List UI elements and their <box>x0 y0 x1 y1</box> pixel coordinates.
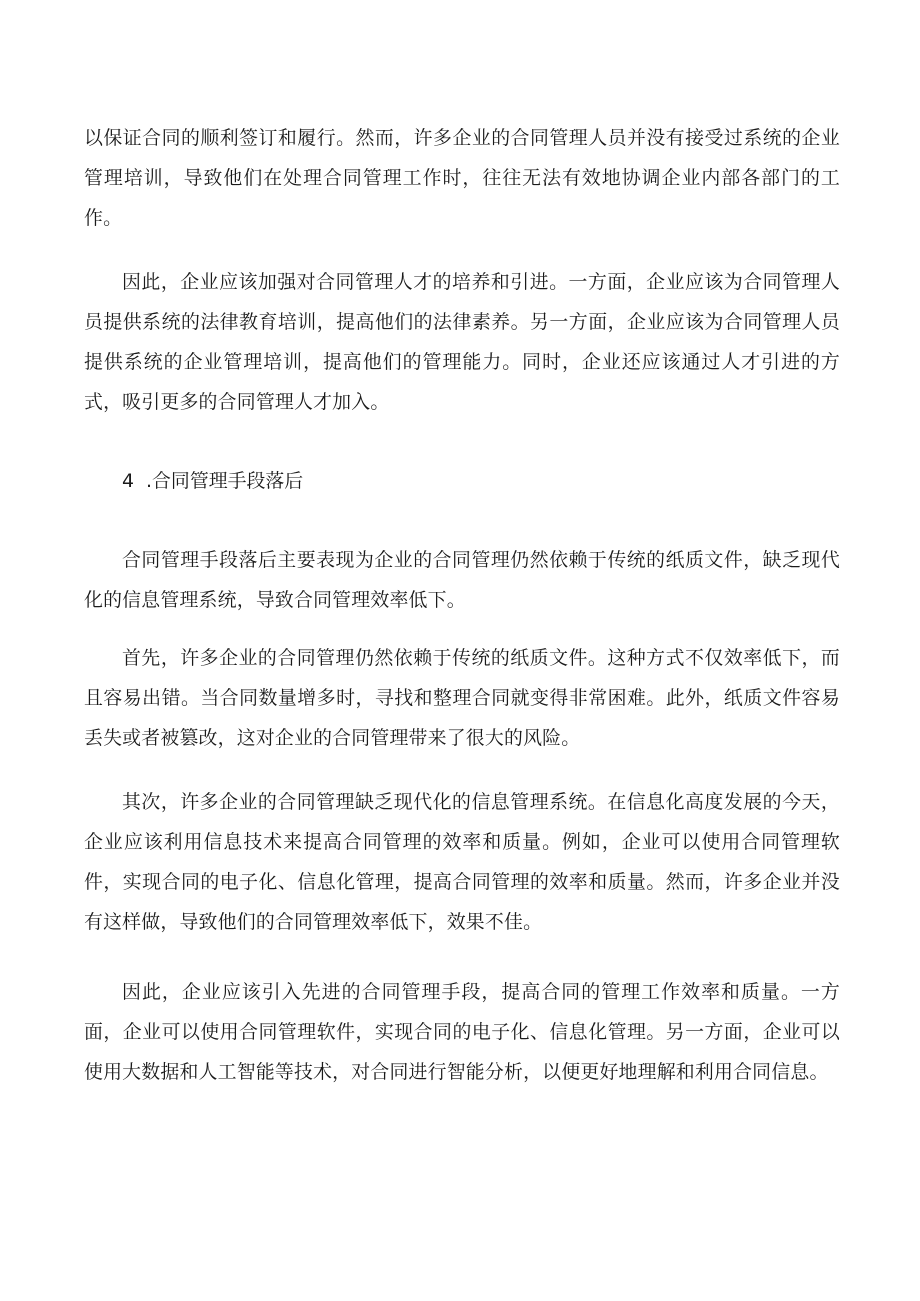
paragraph-4: 首先，许多企业的合同管理仍然依赖于传统的纸质文件。这种方式不仅效率低下，而且容易出错。当合同数量增多时，寻找和整理合同就变得非常困难。此外，纸质文件容易丢失或者被篡改，这对企业的合同管理带来了很大的风险。 <box>84 647 840 749</box>
paragraph-3: 合同管理手段落后主要表现为企业的合同管理仍然依赖于传统的纸质文件，缺乏现代化的信息管理系统，导致合同管理效率低下。 <box>84 549 840 611</box>
paragraph-2: 因此，企业应该加强对合同管理人才的培养和引进。一方面，企业应该为合同管理人员提供系统的法律教育培训，提高他们的法律素养。另一方面，企业应该为合同管理人员提供系统的企业管理培训，提高他们的管理能力。同时，企业还应该通过人才引进的方式，吸引更多的合同管理人才加入。 <box>84 271 840 413</box>
paragraph-6: 因此，企业应该引入先进的合同管理手段，提高合同的管理工作效率和质量。一方面，企业可以使用合同管理软件，实现合同的电子化、信息化管理。另一方面，企业可以使用大数据和人工智能等技术，对合同进行智能分析，以便更好地理解和利用合同信息。 <box>84 981 840 1083</box>
section-title: .合同管理手段落后 <box>146 470 304 492</box>
section-heading <box>122 461 303 501</box>
paragraph-1: 以保证合同的顺利签订和履行。然而，许多企业的合同管理人员并没有接受过系统的企业管理培训，导致他们在处理合同管理工作时，往往无法有效地协调企业内部各部门的工作。 <box>84 127 840 229</box>
paragraph-5: 其次，许多企业的合同管理缺乏现代化的信息管理系统。在信息化高度发展的今天，企业应该利用信息技术来提高合同管理的效率和质量。例如，企业可以使用合同管理软件，实现合同的电子化、信息化管理，提高合同管理的效率和质量。然而，许多企业并没有这样做，导致他们的合同管理效率低下，效果不佳。 <box>84 791 840 933</box>
section-number: 4 <box>122 470 135 492</box>
